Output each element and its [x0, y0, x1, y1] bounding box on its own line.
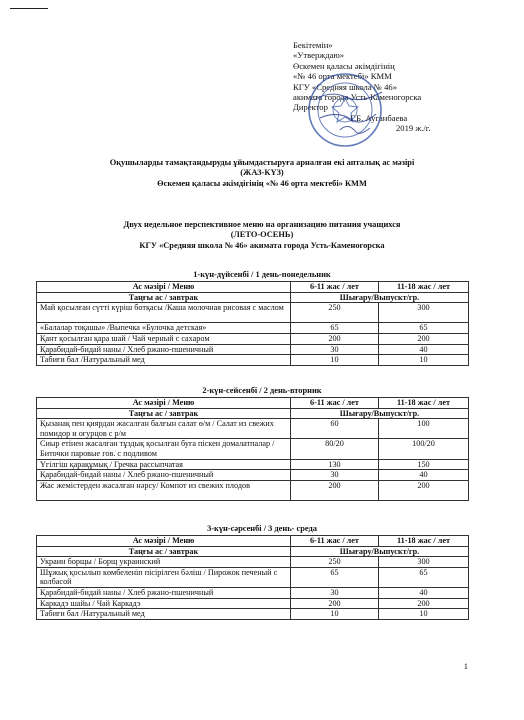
dish-name: Қызанақ пен қиярдан жасалған балғын салат ө/м / Салат из свежих помидор и огурцов с р/м [37, 419, 291, 439]
title-line: Двух недельное перспективное меню на организацию питания учащихся [123, 220, 401, 229]
column-age-11-18: 11-18 жас / лет [379, 398, 469, 409]
portion-11-18: 150 [379, 459, 469, 470]
dish-name: Табиғи бал /Натуральный мед [37, 609, 291, 620]
meal-label: Таңғы ас / завтрак [37, 408, 291, 419]
portion-6-11: 65 [291, 323, 379, 334]
menu-table-day-3 [36, 535, 469, 620]
column-menu: Ас мәзірі / Меню [37, 398, 291, 409]
approval-line: Директор [293, 102, 328, 113]
portion-6-11: 10 [291, 609, 379, 620]
title-line: Өскемен қаласы әкімдігінің «№ 46 орта мектебі» КММ [157, 178, 367, 188]
dish-name: Қарабидай-бидай наны / Хлеб ржано-пшеничный [37, 587, 291, 598]
page-number: 1 [463, 661, 468, 671]
approval-year: 2019 ж./г. [396, 123, 431, 134]
portion-11-18: 10 [379, 355, 469, 366]
portion-6-11: 250 [291, 303, 379, 323]
portion-11-18: 65 [379, 567, 469, 587]
column-age-6-11: 6-11 жас / лет [291, 398, 379, 409]
column-age-11-18: 11-18 жас / лет [379, 282, 469, 293]
table-row [37, 344, 469, 355]
meal-label: Таңғы ас / завтрак [37, 546, 291, 557]
dish-name: Үгілгіш қарақұмық / Гречка рассыпчатая [37, 459, 291, 470]
portion-11-18: 40 [379, 587, 469, 598]
table-row [37, 355, 469, 366]
dish-name: Қант қосылған қара шай / Чай черный с сахаром [37, 333, 291, 344]
day-title: 3-күн-сәрсенбі / 3 день- среда [207, 524, 317, 533]
title-line: (ЛЕТО-ОСЕНЬ) [230, 230, 294, 240]
table-row [37, 609, 469, 620]
portion-11-18: 65 [379, 323, 469, 334]
portion-11-18: 300 [379, 303, 469, 323]
table-row [37, 303, 469, 323]
dish-name: Шұжық қосылып көмбеленіп пісірілген бәліш / Пирожок печеный с колбасой [37, 567, 291, 587]
table-row [37, 557, 469, 568]
title-line: (ЖАЗ-КҮЗ) [240, 168, 284, 178]
menu-table-day-2 [36, 397, 469, 501]
portion-6-11: 200 [291, 598, 379, 609]
title-ru [0, 220, 524, 251]
portion-6-11: 130 [291, 459, 379, 470]
portion-11-18: 300 [379, 557, 469, 568]
portion-11-18: 100 [379, 419, 469, 439]
portion-6-11: 65 [291, 567, 379, 587]
dish-name: Табиғи бал /Натуральный мед [37, 355, 291, 366]
portion-11-18: 200 [379, 480, 469, 500]
portion-11-18: 40 [379, 470, 469, 481]
portion-6-11: 200 [291, 333, 379, 344]
portion-11-18: 200 [379, 598, 469, 609]
portion-11-18: 40 [379, 344, 469, 355]
approval-line: «№ 46 орта мектебі» КММ [293, 71, 392, 82]
table-row [37, 323, 469, 334]
meal-label: Таңғы ас / завтрак [37, 292, 291, 303]
portion-11-18: 100/20 [379, 439, 469, 459]
menu-table-day-1 [36, 281, 469, 366]
output-header: Шығару/Выпускт/гр. [291, 546, 469, 557]
day-title: 2-күн-сейсенбі / 2 день-вторник [202, 386, 322, 395]
table-row [37, 470, 469, 481]
day-title: 1-күн-дүйсенбі / 1 день-понедельник [193, 270, 331, 279]
column-age-6-11: 6-11 жас / лет [291, 282, 379, 293]
approval-line: Өскемен қаласы әкімдігінің [293, 60, 395, 71]
portion-6-11: 30 [291, 470, 379, 481]
approval-line: акимата города Усть-Каменогорска [293, 92, 422, 103]
dish-name: Май қосылған сүтті күріш ботқасы /Каша молочная рисовая с маслом [37, 303, 291, 323]
portion-6-11: 80/20 [291, 439, 379, 459]
portion-11-18: 200 [379, 333, 469, 344]
official-stamp-icon [300, 70, 390, 150]
title-line: Оқушыларды тамақтандыруды ұйымдастыруға арналған екі апталық ас мәзірі [109, 158, 415, 167]
dish-name: Жас жемістерден жасалған нәрсу/ Компот из свежих плодов [37, 480, 291, 500]
column-age-11-18: 11-18 жас / лет [379, 536, 469, 547]
portion-11-18: 10 [379, 609, 469, 620]
dish-name: «Балалар тоқашы» /Выпечка «Булочка детская» [37, 323, 291, 334]
column-age-6-11: 6-11 жас / лет [291, 536, 379, 547]
table-row [37, 587, 469, 598]
column-menu: Ас мәзірі / Меню [37, 282, 291, 293]
table-row [37, 459, 469, 470]
portion-6-11: 200 [291, 480, 379, 500]
table-row [37, 480, 469, 500]
approval-line: КГУ «Средняя школа № 46» [293, 81, 398, 92]
table-row [37, 567, 469, 587]
table-row [37, 333, 469, 344]
approval-line: «Утверждаю» [293, 50, 345, 61]
dish-name: Украин борщы / Борщ украинский [37, 557, 291, 568]
table-row [37, 439, 469, 459]
output-header: Шығару/Выпускт/гр. [291, 292, 469, 303]
portion-6-11: 250 [291, 557, 379, 568]
dish-name: Қарабидай-бидай наны / Хлеб ржано-пшеничный [37, 344, 291, 355]
portion-6-11: 10 [291, 355, 379, 366]
title-line: КГУ «Средняя школа № 46» акимата города Усть-Каменогорска [139, 240, 385, 250]
dish-name: Қарабидай-бидай наны / Хлеб ржано-пшеничный [37, 470, 291, 481]
column-menu: Ас мәзірі / Меню [37, 536, 291, 547]
signature-name: Г.Б. Ауганбаева [350, 112, 408, 123]
corner-mark [10, 8, 48, 9]
output-header: Шығару/Выпускт/гр. [291, 408, 469, 419]
title-kz [0, 158, 524, 189]
approval-line: Бекітемін» [293, 40, 333, 50]
dish-name: Сиыр етінен жасалған тұздық қосылған буға піскен домалатпалар / Биточки паровые гов. с подливом [37, 439, 291, 459]
table-row [37, 598, 469, 609]
portion-6-11: 60 [291, 419, 379, 439]
portion-6-11: 30 [291, 587, 379, 598]
table-row [37, 419, 469, 439]
dish-name: Каркадэ шайы / Чай Каркадэ [37, 598, 291, 609]
portion-6-11: 30 [291, 344, 379, 355]
